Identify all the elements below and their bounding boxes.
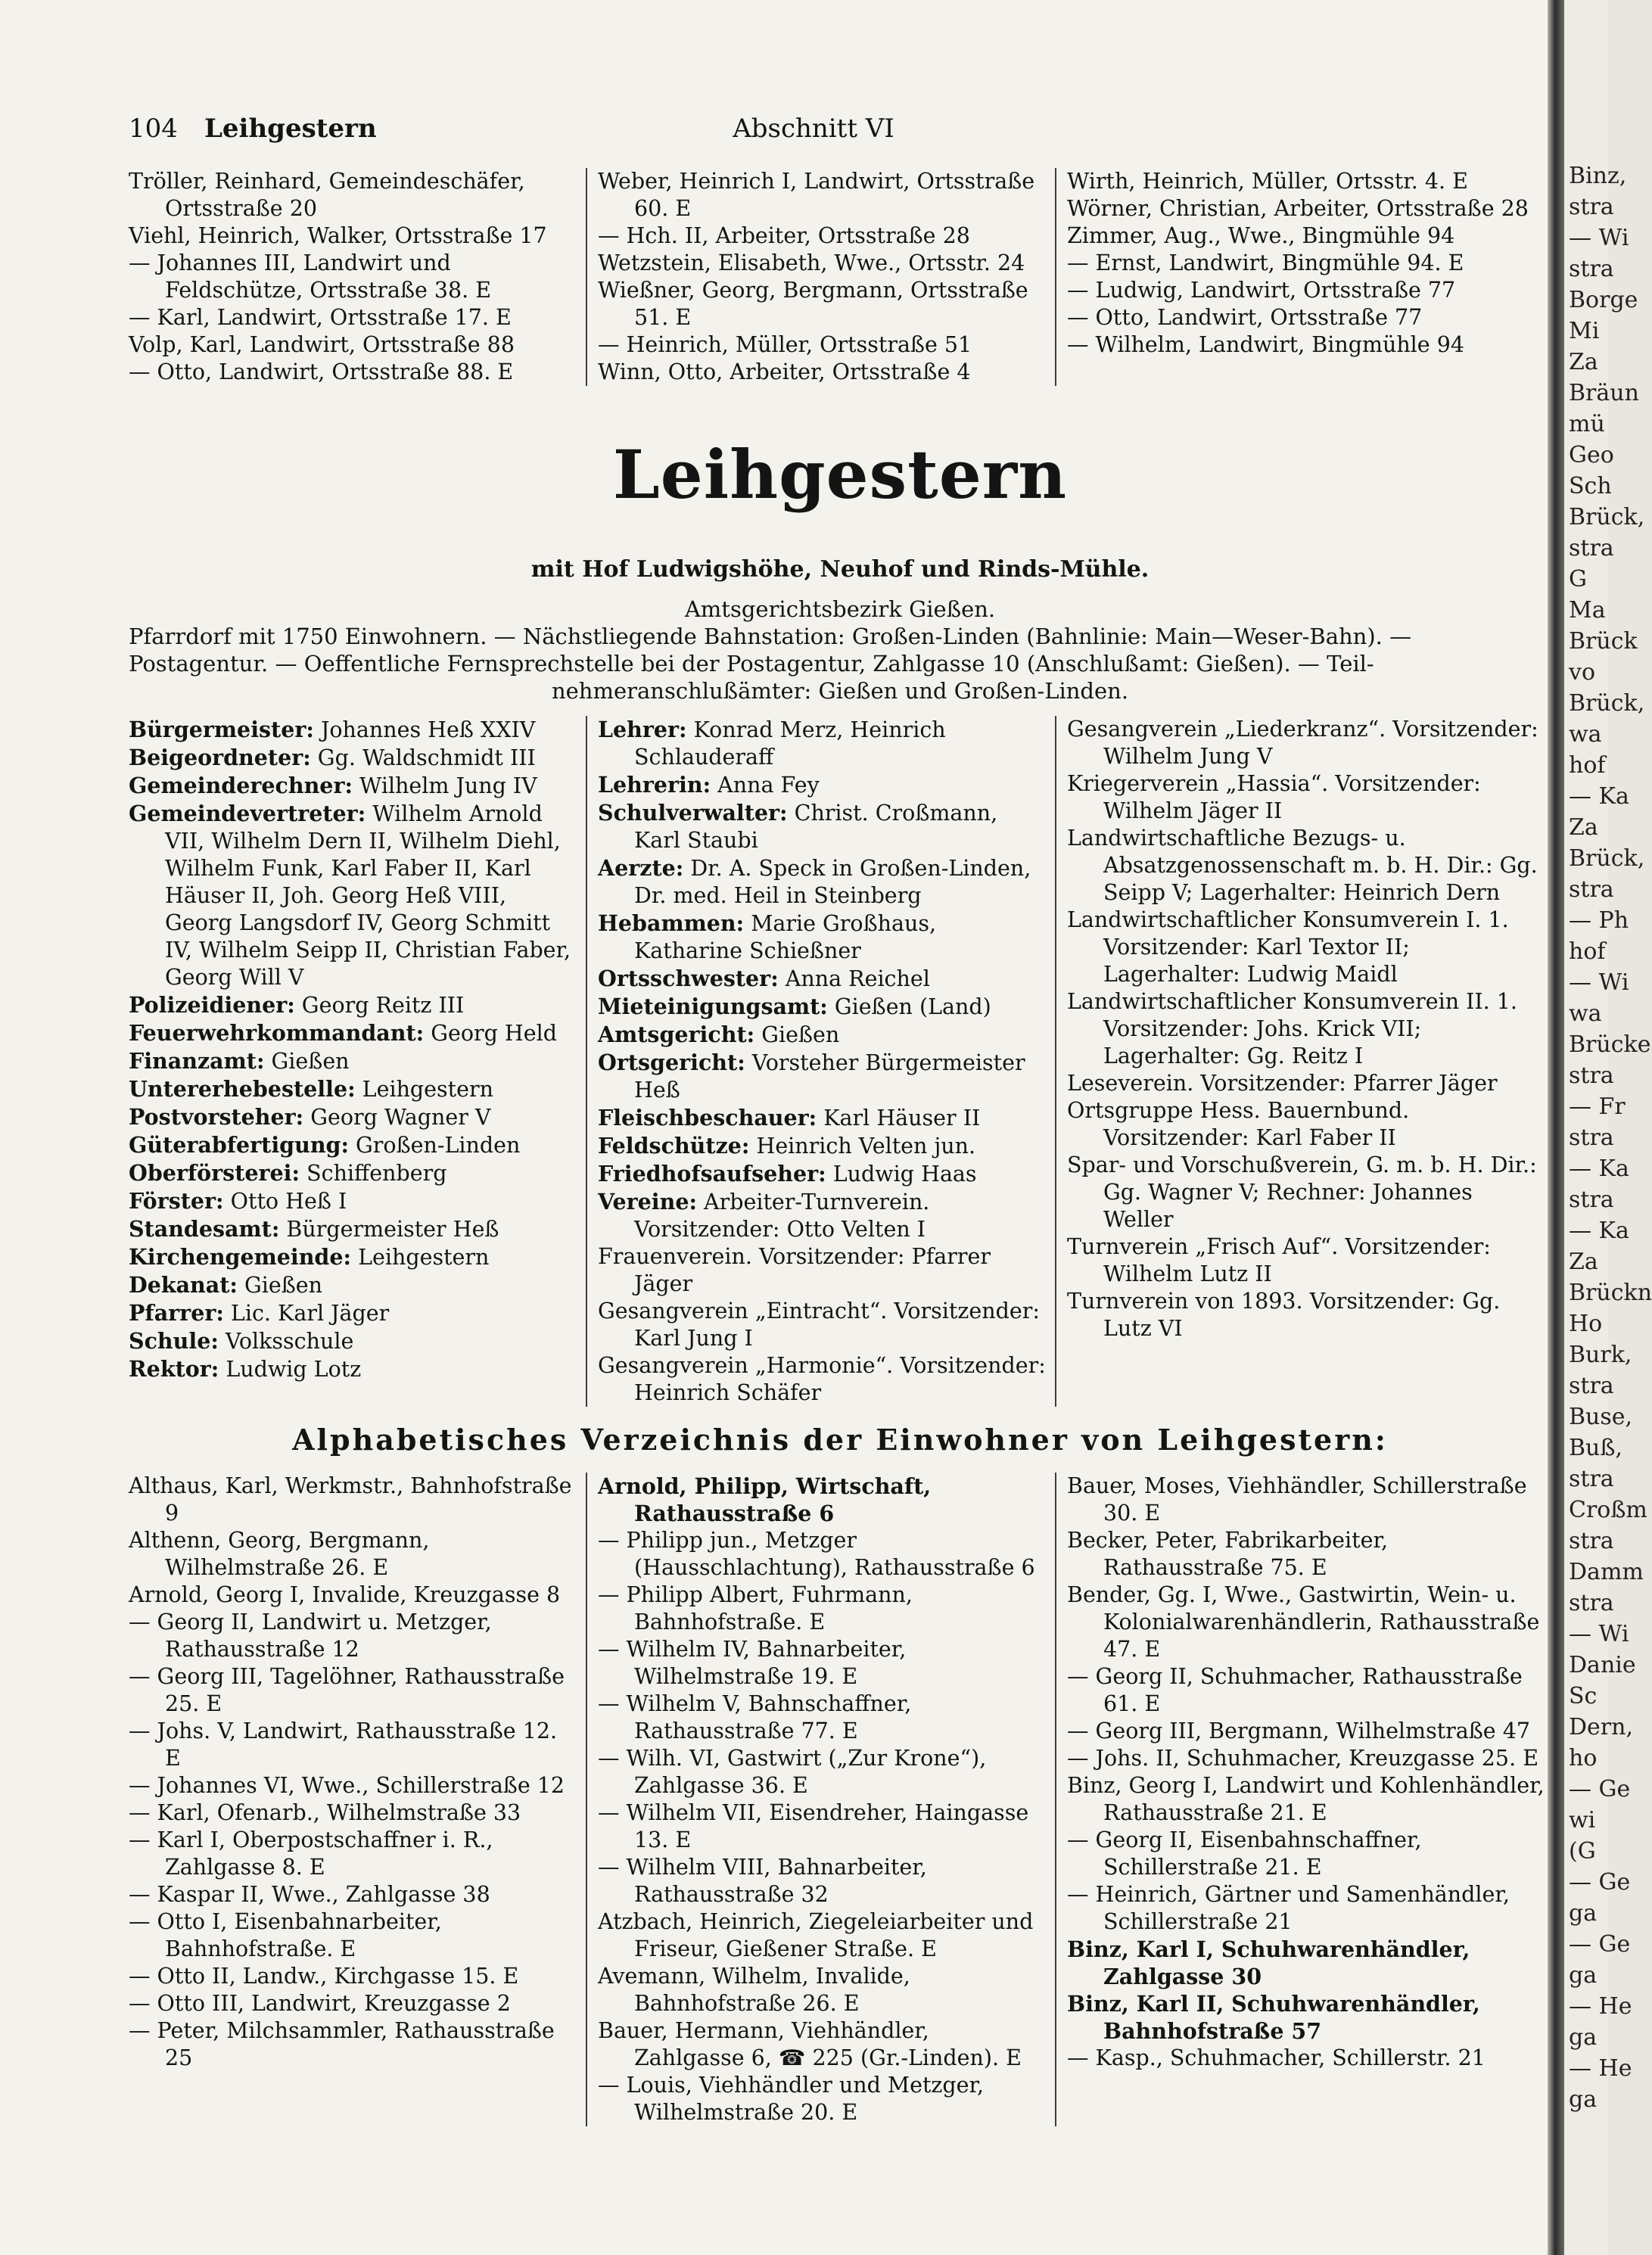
office-label: Förster: <box>129 1188 224 1214</box>
next-page-fragment: Buse, <box>1569 1404 1633 1430</box>
office-holder: Gießen <box>754 1022 840 1047</box>
resident-entry: Binz, Karl II, Schuhwarenhändler, Bahnhofstraße 57 <box>1067 1991 1480 2044</box>
resident-entry: — Otto I, Eisenbahnarbeiter, Bahnhofstraße. E <box>129 1909 442 1961</box>
entry: Viehl, Heinrich, Walker, Ortsstraße 17 <box>129 223 547 248</box>
resident-entry: — Georg III, Tagelöhner, Rathausstraße 25. E <box>129 1664 565 1716</box>
office-holder: Ludwig Lotz <box>219 1357 362 1382</box>
office-label: Feuerwehrkommandant: <box>129 1020 425 1046</box>
next-page-fragment: Danie <box>1569 1652 1636 1678</box>
residents-directory <box>129 1473 1551 2126</box>
office-holder: Gesangverein „Harmonie“. Vorsitzender: Heinrich Schäfer <box>598 1353 1046 1405</box>
next-page-fragment: stra <box>1569 1124 1614 1151</box>
resident-entry: — Kaspar II, Wwe., Zahlgasse 38 <box>129 1882 490 1907</box>
officials-block <box>129 716 1551 1407</box>
next-page-fragment: — He <box>1569 1993 1632 2020</box>
entry: — Hch. II, Arbeiter, Ortsstraße 28 <box>598 223 970 248</box>
official-entry <box>598 1298 1046 1352</box>
office-holder: Wilhelm Jung IV <box>352 773 537 798</box>
official-entry <box>598 854 1046 910</box>
next-page-fragment: Sch <box>1569 473 1612 499</box>
resident-entry: — Otto II, Landw., Kirchgasse 15. E <box>129 1964 519 1989</box>
next-page-fragment: — Wi <box>1569 969 1629 996</box>
office-label: Kirchengemeinde: <box>129 1244 352 1270</box>
entry: Tröller, Reinhard, Gemeindeschäfer, Ortsstraße 20 <box>129 169 525 221</box>
town-info-line-3: nehmeranschlußämter: Gießen und Großen-Linden. <box>551 678 1129 704</box>
office-holder: Lic. Karl Jäger <box>223 1301 390 1326</box>
entry: Winn, Otto, Arbeiter, Ortsstraße 4 <box>598 359 971 384</box>
next-page-fragment: wa <box>1569 721 1602 748</box>
office-label: Ortsgericht: <box>598 1050 745 1075</box>
entry: — Ernst, Landwirt, Bingmühle 94. E <box>1067 250 1464 275</box>
next-page-fragment: Brücke <box>1569 1031 1651 1058</box>
official-entry <box>598 1049 1046 1104</box>
office-label: Friedhofsaufseher: <box>598 1161 826 1187</box>
entry: — Johannes III, Landwirt und Feldschütze, Ortsstraße 38. E <box>129 250 492 303</box>
official-entry <box>129 1243 578 1271</box>
office-label: Mieteinigungsamt: <box>598 994 828 1019</box>
office-label: Standesamt: <box>129 1216 280 1242</box>
office-label: Untererhebestelle: <box>129 1076 356 1102</box>
office-holder: Anna Fey <box>711 773 820 798</box>
office-holder: Gesangverein „Eintracht“. Vorsitzender: Karl Jung I <box>598 1299 1040 1351</box>
resident-entry: Bauer, Hermann, Viehhändler, Zahlgasse 6, ☎ 225 (Gr.-Linden). E <box>598 2018 1022 2070</box>
official-entry <box>129 1075 578 1103</box>
office-label: Amtsgericht: <box>598 1022 755 1047</box>
entry: Landwirtschaftliche Bezugs- u. Absatzgenossenschaft m. b. H. Dir.: Gg. Seipp V; Lagerhalter: Heinrich Dern <box>1067 826 1538 905</box>
office-label: Polizeidiener: <box>129 992 295 1018</box>
resident-entry: — Philipp Albert, Fuhrmann, Bahnhofstraße. E <box>598 1582 913 1634</box>
office-holder: Ludwig Haas <box>826 1162 977 1187</box>
official-entry <box>129 716 578 744</box>
official-entry <box>129 1271 578 1299</box>
next-page-fragment: mü <box>1569 411 1605 437</box>
town-info-line-2: Postagentur. — Oeffentliche Fernsprechstelle bei der Postagentur, Zahlgasse 10 (Anschlußamt: Gießen). — Teil- <box>129 651 1374 676</box>
resident-entry: — Johannes VI, Wwe., Schillerstraße 12 <box>129 1773 565 1798</box>
next-page-fragment: — Ph <box>1569 907 1629 934</box>
office-label: Pfarrer: <box>129 1300 224 1326</box>
resident-entry: Atzbach, Heinrich, Ziegeleiarbeiter und Friseur, Gießener Straße. E <box>598 1909 1034 1961</box>
official-entry <box>129 991 578 1019</box>
office-label: Oberförsterei: <box>129 1160 300 1186</box>
office-holder: Gießen <box>237 1273 323 1298</box>
next-page-fragment: stra <box>1569 1590 1614 1616</box>
entry: — Wilhelm, Landwirt, Bingmühle 94 <box>1067 332 1464 357</box>
office-label: Postvorsteher: <box>129 1104 304 1130</box>
entry: Turnverein „Frisch Auf“. Vorsitzender: Wilhelm Lutz II <box>1067 1234 1491 1286</box>
next-page-fragment: stra <box>1569 194 1614 220</box>
resident-entry: — Heinrich, Gärtner und Samenhändler, Schillerstraße 21 <box>1067 1882 1510 1934</box>
official-entry <box>129 1299 578 1327</box>
office-label: Rektor: <box>129 1356 219 1382</box>
entry: Wießner, Georg, Bergmann, Ortsstraße 51. E <box>598 278 1028 330</box>
office-label: Ortsschwester: <box>598 966 779 991</box>
official-entry <box>598 993 1046 1021</box>
office-holder: Otto Heß I <box>223 1189 347 1214</box>
office-holder: Bürgermeister Heß <box>279 1217 499 1242</box>
next-page-fragment: — Ge <box>1569 1931 1631 1958</box>
resident-entry: Arnold, Philipp, Wirtschaft, Rathausstraße 6 <box>598 1473 932 1526</box>
town-subtitle: mit Hof Ludwigshöhe, Neuhof und Rinds-Mühle. <box>530 556 1150 583</box>
next-page-fragment: hof <box>1569 752 1606 779</box>
next-page-fragment: wa <box>1569 1000 1602 1027</box>
next-page-fragment: ga <box>1569 2024 1598 2051</box>
next-page-fragment: Ho <box>1569 1311 1603 1337</box>
office-label: Schule: <box>129 1328 219 1354</box>
next-page-fragment: Dern, <box>1569 1714 1634 1740</box>
next-page-fragment: Borge <box>1569 287 1638 313</box>
office-holder: Schiffenberg <box>300 1161 447 1186</box>
official-entry <box>598 1188 1046 1243</box>
office-holder: Arbeiter-Turnverein. Vorsitzender: Otto Velten I <box>634 1190 930 1242</box>
official-entry <box>598 965 1046 993</box>
resident-entry: — Wilhelm IV, Bahnarbeiter, Wilhelmstraße 19. E <box>598 1637 907 1689</box>
resident-entry: Bauer, Moses, Viehhändler, Schillerstraße 30. E <box>1067 1473 1527 1526</box>
resident-entry: Binz, Georg I, Landwirt und Kohlenhändler, Rathausstraße 21. E <box>1067 1773 1545 1825</box>
office-label: Hebammen: <box>598 910 745 936</box>
office-holder: Karl Häuser II <box>817 1106 981 1131</box>
official-entry <box>598 1352 1046 1407</box>
next-page-fragment: — Ge <box>1569 1869 1631 1896</box>
official-entry <box>598 716 1046 771</box>
page-number: 104 <box>129 114 178 144</box>
entry: Wirth, Heinrich, Müller, Ortsstr. 4. E <box>1067 169 1468 194</box>
office-label: Lehrer: <box>598 717 687 742</box>
entry: — Heinrich, Müller, Ortsstraße 51 <box>598 332 972 357</box>
prev-col-2 <box>586 168 1055 386</box>
next-page-fragment: stra <box>1569 1466 1614 1492</box>
office-label: Finanzamt: <box>129 1048 265 1074</box>
official-entry <box>129 1187 578 1215</box>
official-entry <box>129 1355 578 1383</box>
previous-listing <box>129 168 1551 386</box>
office-holder: Konrad Merz, Heinrich Schlauderaff <box>634 717 946 770</box>
office-holder: Leihgestern <box>351 1245 490 1270</box>
resident-entry: — Kasp., Schuhmacher, Schillerstr. 21 <box>1067 2045 1486 2070</box>
entry: Gesangverein „Liederkranz“. Vorsitzender: Wilhelm Jung V <box>1067 717 1538 769</box>
office-label: Vereine: <box>598 1189 697 1215</box>
official-entry <box>129 772 578 800</box>
office-label: Gemeindevertreter: <box>129 801 366 826</box>
book-gutter <box>1548 0 1564 2255</box>
next-page-fragment: Brück, <box>1569 845 1645 872</box>
office-label: Lehrerin: <box>598 772 711 798</box>
resident-entry: — Georg II, Eisenbahnschaffner, Schillerstraße 21. E <box>1067 1827 1422 1880</box>
residents-col-2 <box>586 1473 1055 2126</box>
office-holder: Leihgestern <box>355 1077 493 1102</box>
next-page-fragment: Brück, <box>1569 504 1645 530</box>
resident-entry: — Karl, Ofenarb., Wilhelmstraße 33 <box>129 1800 521 1825</box>
office-holder: Georg Wagner V <box>303 1105 491 1130</box>
next-page-fragment: — He <box>1569 2055 1632 2082</box>
next-page-fragment: ga <box>1569 1900 1598 1927</box>
official-entry <box>129 1103 578 1131</box>
next-page-fragment: stra <box>1569 1528 1614 1554</box>
next-page-fragment: — Ka <box>1569 783 1629 810</box>
next-page-fragment: G <box>1569 566 1587 593</box>
entry: Kriegerverein „Hassia“. Vorsitzender: Wilhelm Jäger II <box>1067 771 1481 823</box>
resident-entry: — Philipp jun., Metzger (Hausschlachtung), Rathausstraße 6 <box>598 1528 1035 1580</box>
office-label: Bürgermeister: <box>129 717 314 742</box>
next-page-fragment: wi <box>1569 1807 1596 1834</box>
entry: — Ludwig, Landwirt, Ortsstraße 77 <box>1067 278 1456 303</box>
resident-entry: Bender, Gg. I, Wwe., Gastwirtin, Wein- u. Kolonialwarenhändlerin, Rathausstraße 47. E <box>1067 1582 1540 1662</box>
office-label: Aerzte: <box>598 855 684 881</box>
residents-col-1 <box>129 1473 586 2126</box>
office-holder: Marie Großhaus, Katharine Schießner <box>634 911 937 963</box>
next-page-fragment: Sc <box>1569 1683 1598 1709</box>
office-holder: Vorsteher Bürgermeister Heß <box>634 1050 1025 1103</box>
office-holder: Dr. A. Speck in Großen-Linden, Dr. med. Heil in Steinberg <box>634 856 1031 908</box>
next-page-fragment: — Wi <box>1569 225 1629 251</box>
next-page-fragment: Brück <box>1569 628 1638 655</box>
next-page-fragment: Geo <box>1569 442 1614 468</box>
next-page-fragment: hof <box>1569 938 1606 965</box>
residents-col-3 <box>1055 1473 1548 2126</box>
resident-entry: — Georg II, Schuhmacher, Rathausstraße 61. E <box>1067 1664 1523 1716</box>
resident-entry: — Johs. II, Schuhmacher, Kreuzgasse 25. E <box>1067 1746 1538 1771</box>
office-holder: Johannes Heß XXIV <box>313 717 536 742</box>
official-entry <box>598 1104 1046 1132</box>
office-label: Gemeinderechner: <box>129 773 353 798</box>
next-page-fragment: stra <box>1569 1062 1614 1089</box>
entry: Landwirtschaftlicher Konsumverein I. 1. Vorsitzender: Karl Textor II; Lagerhalter: Ludwig Maidl <box>1067 907 1509 987</box>
resident-entry: — Louis, Viehhändler und Metzger, Wilhelmstraße 20. E <box>598 2073 985 2125</box>
next-page-fragment: Brück, <box>1569 690 1645 717</box>
next-page-fragment: stra <box>1569 1187 1614 1213</box>
next-page-fragment: ga <box>1569 1962 1598 1989</box>
next-page-fragment: — Ge <box>1569 1776 1631 1802</box>
next-page-fragment: — Ka <box>1569 1155 1629 1182</box>
office-holder: Anna Reichel <box>778 966 930 991</box>
resident-entry: — Karl I, Oberpostschaffner i. R., Zahlgasse 8. E <box>129 1827 493 1880</box>
resident-entry: Arnold, Georg I, Invalide, Kreuzgasse 8 <box>129 1582 561 1607</box>
official-entry <box>598 1160 1046 1188</box>
entry: Spar- und Vorschußverein, G. m. b. H. Dir.: Gg. Wagner V; Rechner: Johannes Weller <box>1067 1152 1537 1232</box>
officials-col-2 <box>586 716 1055 1407</box>
court-district: Amtsgerichtsbezirk Gießen. <box>684 596 996 622</box>
entry: — Otto, Landwirt, Ortsstraße 88. E <box>129 359 514 384</box>
town-title: Leihgestern <box>612 435 1068 514</box>
resident-entry: — Peter, Milchsammler, Rathausstraße 25 <box>129 2018 555 2070</box>
office-holder: Wilhelm Arnold VII, Wilhelm Dern II, Wilhelm Diehl, Wilhelm Funk, Karl Faber II, Karl Häuser II, Joh. Georg Heß VIII, Georg Langsdorf IV, Georg Schmitt IV, Wilhelm Seipp II, Christian Faber, Georg Will V <box>165 801 571 990</box>
entry: — Otto, Landwirt, Ortsstraße 77 <box>1067 305 1423 330</box>
next-page-fragment: Buß, <box>1569 1435 1622 1461</box>
entry: Leseverein. Vorsitzender: Pfarrer Jäger <box>1067 1071 1498 1096</box>
next-page-fragment: Za <box>1569 1249 1598 1275</box>
entry: Wetzstein, Elisabeth, Wwe., Ortsstr. 24 <box>598 250 1025 275</box>
next-page-fragment: ga <box>1569 2086 1598 2113</box>
next-page-fragment: Ma <box>1569 597 1606 624</box>
official-entry <box>129 1131 578 1159</box>
resident-entry: — Wilhelm VII, Eisendreher, Haingasse 13. E <box>598 1800 1029 1852</box>
office-label: Schulverwalter: <box>598 800 788 826</box>
office-label: Beigeordneter: <box>129 745 311 770</box>
office-holder: Gießen <box>264 1049 350 1074</box>
town-info-line-1: Pfarrdorf mit 1750 Einwohnern. — Nächstliegende Bahnstation: Großen-Linden (Bahnlinie: Main—Weser-Bahn). — <box>129 624 1412 649</box>
next-page-fragment: ho <box>1569 1745 1598 1771</box>
office-holder: Christ. Croßmann, Karl Staubi <box>634 801 998 853</box>
official-entry <box>129 1159 578 1187</box>
resident-entry: — Wilhelm VIII, Bahnarbeiter, Rathausstraße 32 <box>598 1855 927 1907</box>
office-holder: Großen-Linden <box>348 1133 521 1158</box>
office-holder: Gießen (Land) <box>827 994 991 1019</box>
official-entry <box>129 744 578 772</box>
entry: — Karl, Landwirt, Ortsstraße 17. E <box>129 305 512 330</box>
entry: Volp, Karl, Landwirt, Ortsstraße 88 <box>129 332 515 357</box>
official-entry <box>129 1327 578 1355</box>
resident-entry: — Otto III, Landwirt, Kreuzgasse 2 <box>129 1991 511 2016</box>
resident-entry: Binz, Karl I, Schuhwarenhändler, Zahlgasse 30 <box>1067 1936 1470 1989</box>
section-title: Abschnitt VI <box>733 114 894 144</box>
official-entry <box>129 800 578 991</box>
office-holder: Heinrich Velten jun. <box>749 1134 976 1159</box>
next-page-fragment: Za <box>1569 349 1598 375</box>
office-holder: Georg Held <box>424 1021 557 1046</box>
official-entry <box>129 1019 578 1047</box>
next-page-fragment: Bräun <box>1569 380 1639 406</box>
entry: Zimmer, Aug., Wwe., Bingmühle 94 <box>1067 223 1455 248</box>
official-entry <box>129 1215 578 1243</box>
resident-entry: — Johs. V, Landwirt, Rathausstraße 12. E <box>129 1718 558 1771</box>
resident-entry: — Wilhelm V, Bahnschaffner, Rathausstraße 77. E <box>598 1691 912 1743</box>
next-page-edge <box>1564 0 1652 2255</box>
next-page-fragment: Burk, <box>1569 1342 1632 1368</box>
next-page-fragment: Za <box>1569 814 1598 841</box>
page-header <box>129 114 1498 153</box>
official-entry <box>129 1047 578 1075</box>
next-page-fragment: stra <box>1569 876 1614 903</box>
office-label: Dekanat: <box>129 1272 238 1298</box>
official-entry <box>598 910 1046 965</box>
office-label: Fleischbeschauer: <box>598 1105 817 1131</box>
resident-entry: Althenn, Georg, Bergmann, Wilhelmstraße 26. E <box>129 1528 430 1580</box>
resident-entry: Althaus, Karl, Werkmstr., Bahnhofstraße 9 <box>129 1473 572 1526</box>
next-page-fragment: — Ka <box>1569 1218 1629 1244</box>
next-page-fragment: (G <box>1569 1838 1596 1865</box>
office-holder: Georg Reitz III <box>294 993 465 1018</box>
resident-entry: — Georg II, Landwirt u. Metzger, Rathausstraße 12 <box>129 1610 492 1662</box>
resident-entry: Avemann, Wilhelm, Invalide, Bahnhofstraße 26. E <box>598 1964 910 2016</box>
official-entry <box>598 799 1046 854</box>
prev-col-1 <box>129 168 586 386</box>
next-page-fragment: vo <box>1569 659 1596 686</box>
resident-entry: — Wilh. VI, Gastwirt („Zur Krone“), Zahlgasse 36. E <box>598 1746 987 1798</box>
next-page-fragment: Croßm <box>1569 1497 1647 1523</box>
resident-entry: Becker, Peter, Fabrikarbeiter, Rathausstraße 75. E <box>1067 1528 1389 1580</box>
prev-col-3 <box>1055 168 1548 386</box>
next-page-fragment: Damm <box>1569 1559 1644 1585</box>
entry: Wörner, Christian, Arbeiter, Ortsstraße 28 <box>1067 196 1529 221</box>
official-entry <box>598 1243 1046 1298</box>
entry: Ortsgruppe Hess. Bauernbund. Vorsitzender: Karl Faber II <box>1067 1098 1410 1150</box>
office-holder: Volksschule <box>218 1329 354 1354</box>
official-entry <box>598 1021 1046 1049</box>
officials-col-1 <box>129 716 586 1407</box>
next-page-fragment: Binz, <box>1569 163 1627 189</box>
next-page-fragment: — Wi <box>1569 1621 1629 1647</box>
entry: Landwirtschaftlicher Konsumverein II. 1. Vorsitzender: Johs. Krick VII; Lagerhalter: Gg. Reitz I <box>1067 989 1517 1068</box>
office-label: Güterabfertigung: <box>129 1132 349 1158</box>
next-page-fragment: stra <box>1569 1373 1614 1399</box>
official-entry <box>598 771 1046 799</box>
next-page-fragment: — Fr <box>1569 1093 1626 1120</box>
entry: Turnverein von 1893. Vorsitzender: Gg. Lutz VI <box>1067 1289 1501 1341</box>
entry: Weber, Heinrich I, Landwirt, Ortsstraße 60. E <box>598 169 1035 221</box>
next-page-fragment: stra <box>1569 256 1614 282</box>
associations-col-3 <box>1055 716 1548 1407</box>
running-title: Leihgestern <box>204 114 377 144</box>
next-page-fragment: Brückn <box>1569 1280 1652 1306</box>
resident-entry: — Georg III, Bergmann, Wilhelmstraße 47 <box>1067 1718 1530 1743</box>
official-entry <box>598 1132 1046 1160</box>
residents-heading: Alphabetisches Verzeichnis der Einwohner von Leihgestern: <box>292 1423 1388 1457</box>
next-page-fragment: Mi <box>1569 318 1600 344</box>
office-holder: Frauenverein. Vorsitzender: Pfarrer Jäger <box>598 1244 991 1296</box>
office-label: Feldschütze: <box>598 1133 750 1159</box>
next-page-fragment: stra <box>1569 535 1614 561</box>
office-holder: Gg. Waldschmidt III <box>310 745 536 770</box>
